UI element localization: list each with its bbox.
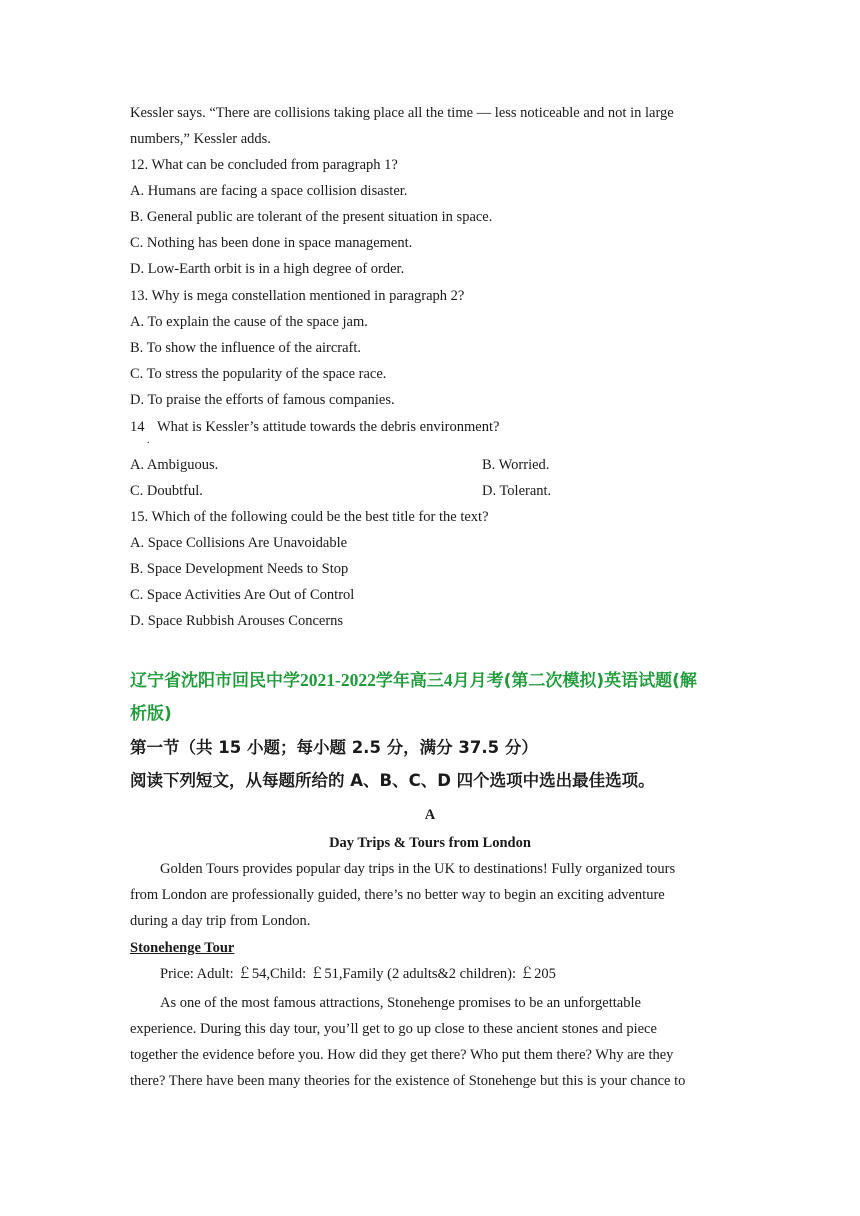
question-14-number: 14 xyxy=(130,419,145,435)
section-heading: 第一节（共 15 小题；每小题 2.5 分，满分 37.5 分） xyxy=(130,738,538,757)
tour-body-line: experience. During this day tour, you’ll get to go up close to these ancient stones and piece xyxy=(130,1021,657,1037)
passage-letter: A xyxy=(424,807,436,823)
tour-body-line: As one of the most famous attractions, Stonehenge promises to be an unforgettable xyxy=(160,995,641,1011)
question-13-stem: 13. Why is mega constellation mentioned in paragraph 2? xyxy=(130,288,465,304)
question-12-stem: 12. What can be concluded from paragraph 1? xyxy=(130,157,398,173)
question-13-option-d: D. To praise the efforts of famous companies. xyxy=(130,392,395,408)
passage-intro-line: Golden Tours provides popular day trips in the UK to destinations! Fully organized tours xyxy=(160,861,676,877)
passage-text-line: Kessler says. “There are collisions taking place all the time — less noticeable and not in large xyxy=(130,105,674,121)
question-14-option-b: B. Worried. xyxy=(482,457,550,473)
question-13-option-b: B. To show the influence of the aircraft. xyxy=(130,340,362,356)
passage-intro-line: from London are professionally guided, there’s no better way to begin an exciting adventure xyxy=(130,887,665,903)
question-15-option-b: B. Space Development Needs to Stop xyxy=(130,561,349,577)
question-12-option-b: B. General public are tolerant of the present situation in space. xyxy=(130,209,493,225)
question-12-option-d: D. Low-Earth orbit is in a high degree of order. xyxy=(130,261,405,277)
question-13-option-a: A. To explain the cause of the space jam. xyxy=(130,314,368,330)
exam-title-year: 2021-2022 xyxy=(300,670,376,690)
question-15-stem: 15. Which of the following could be the best title for the text? xyxy=(130,509,489,525)
passage-intro-line: during a day trip from London. xyxy=(130,913,311,929)
question-15-option-c: C. Space Activities Are Out of Control xyxy=(130,587,355,603)
exam-title-exam: 月月考(第二次模拟)英语试题(解 xyxy=(452,671,697,691)
exam-title-line-1 xyxy=(130,668,697,693)
tour-body-line: there? There have been many theories for the existence of Stonehenge but this is your chance to xyxy=(130,1073,686,1089)
question-14-option-d: D. Tolerant. xyxy=(482,483,552,499)
question-14-dot: . xyxy=(147,435,150,446)
question-14-stem: What is Kessler’s attitude towards the debris environment? xyxy=(157,419,500,435)
tour-body-line: together the evidence before you. How did they get there? Who put them there? Why are they xyxy=(130,1047,674,1063)
passage-title: Day Trips & Tours from London xyxy=(329,835,531,851)
tour-heading: Stonehenge Tour xyxy=(130,940,235,956)
exam-title-grade: 学年高三 xyxy=(375,671,444,691)
question-13-option-c: C. To stress the popularity of the space race. xyxy=(130,366,387,382)
exam-title-month: 4 xyxy=(443,670,453,690)
section-instruction: 阅读下列短文，从每题所给的 A、B、C、D 四个选项中选出最佳选项。 xyxy=(130,771,655,790)
exam-title-line-2: 析版) xyxy=(130,704,172,724)
question-14-option-c: C. Doubtful. xyxy=(130,483,203,499)
question-12-option-a: A. Humans are facing a space collision disaster. xyxy=(130,183,408,199)
question-12-option-c: C. Nothing has been done in space management. xyxy=(130,235,413,251)
question-14-option-a: A. Ambiguous. xyxy=(130,457,219,473)
question-15-option-d: D. Space Rubbish Arouses Concerns xyxy=(130,613,344,629)
exam-title-school: 辽宁省沈阳市回民中学 xyxy=(130,671,300,691)
question-15-option-a: A. Space Collisions Are Unavoidable xyxy=(130,535,348,551)
tour-price: Price: Adult: ￡54,Child: ￡51,Family (2 adults&2 children): ￡205 xyxy=(160,966,556,982)
passage-text-line: numbers,” Kessler adds. xyxy=(130,131,271,147)
